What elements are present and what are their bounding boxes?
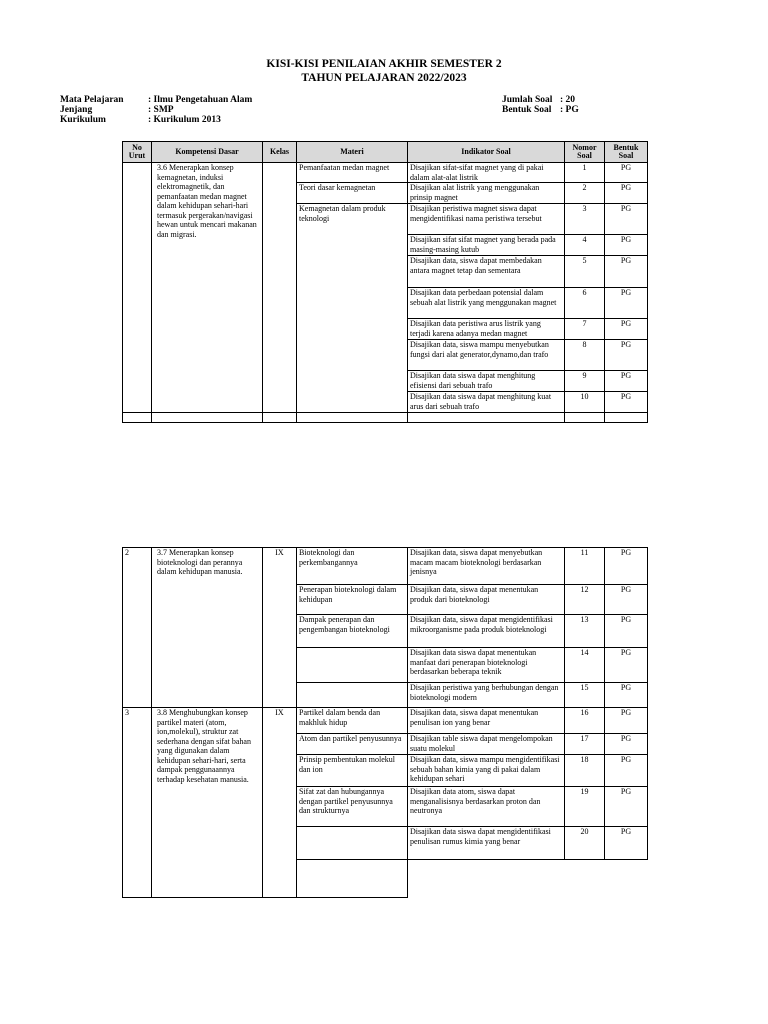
cell-nomor: 12 (565, 585, 605, 615)
cell-materi (297, 827, 408, 860)
cell-indikator: Disajikan data, siswa dapat menyebutkan macam macam bioteknologi berdasarkan jenisnya (408, 548, 565, 585)
grid-table-2 (122, 547, 648, 898)
cell-indikator: Disajikan data, siswa mampu menyebutkan fungsi dari alat generator,dynamo,dan trafo (408, 340, 565, 371)
cell-nomor: 16 (565, 708, 605, 734)
cell-nomor: 18 (565, 755, 605, 787)
cell-kelas: IX (263, 548, 297, 708)
col-header-kd: Kompetensi Dasar (152, 142, 263, 163)
cell-nomor: 6 (565, 288, 605, 319)
cell-nomor: 8 (565, 340, 605, 371)
cell-materi: Sifat zat dan hubungannya dengan partikel penyusunnya dan strukturnya (297, 787, 408, 827)
cell-nomor: 7 (565, 319, 605, 340)
cell-indikator: Disajikan table siswa dapat mengelompokan suatu molekul (408, 734, 565, 755)
cell-indikator: Disajikan data peristiwa arus listrik yang terjadi karena adanya medan magnet (408, 319, 565, 340)
meta-curriculum: Kurikulum : Kurikulum 2013 (60, 115, 221, 125)
cell-materi: Teori dasar kemagnetan (297, 183, 408, 204)
cell-bentuk: PG (605, 708, 648, 734)
cell-indikator: Disajikan data, siswa dapat mengidentifikasi mikroorganisme pada produk bioteknologi (408, 615, 565, 648)
col-header-indikator: Indikator Soal (408, 142, 565, 163)
cell-indikator: Disajikan data, siswa dapat membedakan antara magnet tetap dan sementara (408, 256, 565, 288)
cell-indikator: Disajikan peristiwa magnet siswa dapat mengidentifikasi nama peristiwa tersebut (408, 204, 565, 235)
cell-nomor: 9 (565, 371, 605, 392)
cell-kd: 3.8 Menghubungkan konsep partikel materi (atom, ion,molekul), struktur zat sederhana dengan sifat bahan yang digunakan dalam kehidupan sehari-hari, serta dampak penggunaannya terhadap kesehatan manusia. (152, 708, 263, 898)
cell-bentuk: PG (605, 235, 648, 256)
table-row (123, 163, 648, 183)
cell-nomor: 19 (565, 787, 605, 827)
cell-nomor: 10 (565, 392, 605, 413)
cell-materi (297, 648, 408, 683)
cell-bentuk: PG (605, 204, 648, 235)
cell-nomor: 13 (565, 615, 605, 648)
cell-nomor: 17 (565, 734, 605, 755)
cell-nomor: 20 (565, 827, 605, 860)
meta-left (60, 95, 252, 125)
col-header-kelas: Kelas (263, 142, 297, 163)
cell-indikator: Disajikan data, siswa dapat menentukan produk dari bioteknologi (408, 585, 565, 615)
cell-materi: Atom dan partikel penyusunnya (297, 734, 408, 755)
cell-indikator: Disajikan sifat sifat magnet yang berada pada masing-masing kutub (408, 235, 565, 256)
cell-bentuk: PG (605, 163, 648, 183)
empty-row (123, 413, 648, 423)
cell-bentuk: PG (605, 288, 648, 319)
grid-table-1 (122, 141, 648, 423)
cell-nomor: 2 (565, 183, 605, 204)
cell-nomor: 1 (565, 163, 605, 183)
cell-no: 2 (123, 548, 152, 708)
cell-kd: 3.6 Menerapkan konsep kemagnetan, induksi elektromagnetik, dan pemanfaatan medan magnet dalam kehidupan sehari-hari termasuk pergerakan/navigasi hewan untuk mencari makanan dan migrasi. (152, 163, 263, 413)
cell-no (123, 163, 152, 413)
table-row (123, 548, 648, 585)
cell-materi: Kemagnetan dalam produk teknologi (297, 204, 408, 413)
cell-nomor: 3 (565, 204, 605, 235)
cell-kelas: IX (263, 708, 297, 898)
cell-bentuk: PG (605, 755, 648, 787)
cell-indikator: Disajikan data siswa dapat menentukan manfaat dari penerapan bioteknologi berdasarkan beberapa teknik (408, 648, 565, 683)
cell-indikator: Disajikan alat listrik yang menggunakan prinsip magnet (408, 183, 565, 204)
cell-indikator: Disajikan data siswa dapat menghitung efisiensi dari sebuah trafo (408, 371, 565, 392)
cell-nomor: 14 (565, 648, 605, 683)
cell-materi: Prinsip pembentukan molekul dan ion (297, 755, 408, 787)
cell-bentuk: PG (605, 585, 648, 615)
cell-kelas (263, 163, 297, 413)
cell-bentuk: PG (605, 827, 648, 860)
cell-nomor: 15 (565, 683, 605, 708)
cell-nomor: 4 (565, 235, 605, 256)
cell-bentuk: PG (605, 392, 648, 413)
col-header-nomor: Nomor Soal (565, 142, 605, 163)
document-title: KISI-KISI PENILAIAN AKHIR SEMESTER 2 (266, 58, 502, 70)
cell-nomor: 5 (565, 256, 605, 288)
cell-kd: 3.7 Menerapkan konsep bioteknologi dan perannya dalam kehidupan manusia. (152, 548, 263, 708)
cell-bentuk: PG (605, 648, 648, 683)
cell-indikator: Disajikan peristiwa yang berhubungan dengan bioteknologi modern (408, 683, 565, 708)
cell-materi: Penerapan bioteknologi dalam kehidupan (297, 585, 408, 615)
cell-bentuk: PG (605, 787, 648, 827)
document-subtitle: TAHUN PELAJARAN 2022/2023 (301, 72, 467, 84)
meta-question-count: Jumlah Soal : 20 (502, 95, 576, 105)
cell-indikator: Disajikan data siswa dapat menghitung kuat arus dari sebuah trafo (408, 392, 565, 413)
cell-indikator: Disajikan data, siswa dapat menentukan penulisan ion yang benar (408, 708, 565, 734)
cell-nomor: 11 (565, 548, 605, 585)
cell-materi: Dampak penerapan dan pengembangan bioteknologi (297, 615, 408, 648)
cell-indikator: Disajikan data, siswa mampu mengidentifikasi sebuah bahan kimia yang di pakai dalam kehidupan sehari (408, 755, 565, 787)
meta-subject: Mata Pelajaran : Ilmu Pengetahuan Alam (60, 95, 253, 105)
meta-right (502, 95, 579, 115)
cell-bentuk: PG (605, 683, 648, 708)
col-header-materi: Materi (297, 142, 408, 163)
meta-question-type: Bentuk Soal : PG (502, 105, 579, 115)
cell-bentuk: PG (605, 340, 648, 371)
meta-level: Jenjang : SMP (60, 105, 174, 115)
cell-bentuk: PG (605, 371, 648, 392)
cell-indikator: Disajikan data perbedaan potensial dalam sebuah alat listrik yang menggunakan magnet (408, 288, 565, 319)
cell-bentuk: PG (605, 183, 648, 204)
cell-bentuk: PG (605, 319, 648, 340)
cell-indikator: Disajikan sifat-sifat magnet yang di pakai dalam alat-alat listrik (408, 163, 565, 183)
table-header-row (123, 142, 648, 163)
cell-materi: Bioteknologi dan perkembangannya (297, 548, 408, 585)
cell-bentuk: PG (605, 548, 648, 585)
cell-bentuk: PG (605, 256, 648, 288)
table-row (123, 708, 648, 734)
col-header-no: No Urut (123, 142, 152, 163)
cell-materi: Pemanfaatan medan magnet (297, 163, 408, 183)
cell-indikator: Disajikan data atom, siswa dapat menganalisisnya berdasarkan proton dan neutronya (408, 787, 565, 827)
cell-indikator: Disajikan data siswa dapat mengidentifikasi penulisan rumus kimia yang benar (408, 827, 565, 860)
cell-bentuk: PG (605, 615, 648, 648)
cell-materi (297, 683, 408, 708)
cell-bentuk: PG (605, 734, 648, 755)
cell-materi: Partikel dalam benda dan makhluk hidup (297, 708, 408, 734)
cell-no: 3 (123, 708, 152, 898)
col-header-bentuk: Bentuk Soal (605, 142, 648, 163)
